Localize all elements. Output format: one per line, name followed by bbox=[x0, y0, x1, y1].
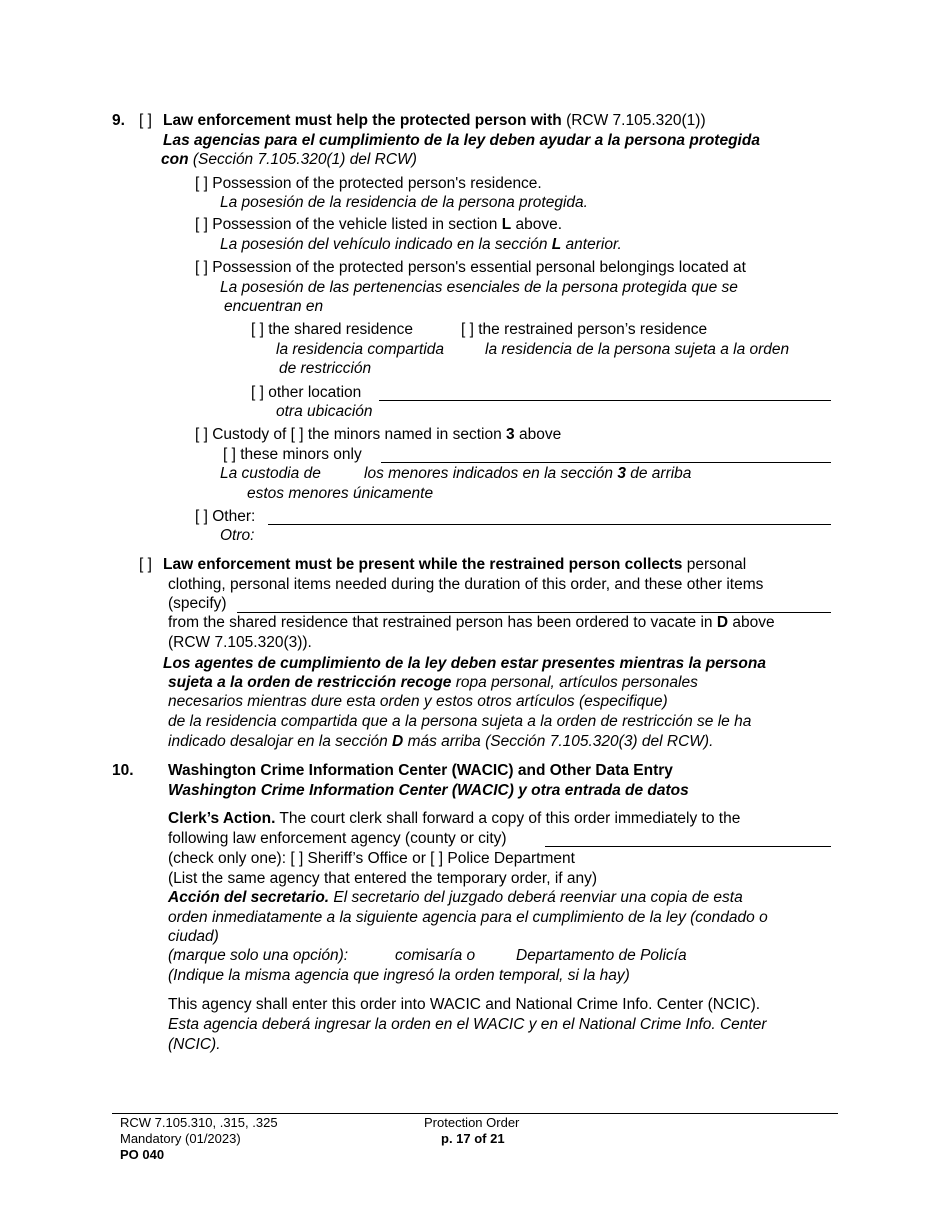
option-custody-minors-es: los menores indicados en la sección 3 de arriba bbox=[364, 465, 692, 482]
present-text-es: indicado desalojar en la sección D más arriba (Sección 7.105.320(3) del RCW). bbox=[168, 733, 714, 750]
check-one-es-label: (marque solo una opción): bbox=[168, 947, 349, 964]
option-other-location-es: otra ubicación bbox=[276, 403, 373, 420]
option-vehicle-es: La posesión del vehículo indicado en la sección L anterior. bbox=[220, 236, 622, 253]
present-heading-es: Los agentes de cumplimiento de la ley deben estar presentes mientras la persona bbox=[163, 655, 766, 672]
section-heading: Law enforcement must help the protected person with (RCW 7.105.320(1)) bbox=[163, 112, 706, 129]
option-other[interactable]: [ ] Other: bbox=[195, 508, 256, 525]
present-specify-label: (specify) bbox=[168, 595, 227, 612]
option-residence[interactable]: [ ] Possession of the protected person's residence. bbox=[195, 175, 542, 192]
present-heading: Law enforcement must be present while the restrained person collects personal bbox=[163, 556, 747, 573]
footer-title: Protection Order bbox=[424, 1115, 520, 1130]
check-one-options[interactable]: (check only one): [ ] Sheriff’s Office or [ ] Police Department bbox=[168, 850, 575, 867]
section-title-es: Washington Crime Information Center (WACIC) y otra entrada de datos bbox=[168, 782, 689, 799]
clerk-action-es-text: ciudad) bbox=[168, 928, 219, 945]
clerk-action: Clerk’s Action. The court clerk shall forward a copy of this order immediately to the bbox=[168, 810, 741, 827]
check-sheriff-es: comisaría o bbox=[395, 947, 476, 964]
checkbox[interactable]: [ ] bbox=[139, 556, 152, 573]
these-minors-blank[interactable] bbox=[381, 462, 831, 463]
agency-blank[interactable] bbox=[545, 846, 831, 847]
clerk-action-es: Acción del secretario. El secretario del juzgado deberá reenviar una copia de esta bbox=[168, 889, 743, 906]
option-custody-es: La custodia de bbox=[220, 465, 321, 482]
option-shared-residence[interactable]: [ ] the shared residence bbox=[251, 321, 413, 338]
enter-order-text: This agency shall enter this order into WACIC and National Crime Info. Center (NCIC). bbox=[168, 996, 761, 1013]
present-text-es: necesarios mientras dure esta orden y estos otros artículos (especifique) bbox=[168, 693, 668, 710]
option-vehicle[interactable]: [ ] Possession of the vehicle listed in section L above. bbox=[195, 216, 563, 233]
section-heading-es: Las agencias para el cumplimiento de la ley deben ayudar a la persona protegida bbox=[163, 132, 760, 149]
option-belongings[interactable]: [ ] Possession of the protected person's essential personal belongings located at bbox=[195, 259, 746, 276]
clerk-action-text: (List the same agency that entered the temporary order, if any) bbox=[168, 870, 598, 887]
option-shared-residence-es-cont: de restricción bbox=[279, 360, 372, 377]
clerk-action-es-text: orden inmediatamente a la siguiente agencia para el cumplimiento de la ley (condado o bbox=[168, 909, 768, 926]
other-blank[interactable] bbox=[268, 524, 831, 525]
footer-form-number: PO 040 bbox=[120, 1147, 165, 1162]
option-other-location[interactable]: [ ] other location bbox=[251, 384, 362, 401]
option-restrained-residence[interactable]: [ ] the restrained person’s residence bbox=[461, 321, 708, 338]
clerk-action-text: following law enforcement agency (county or city) bbox=[168, 830, 507, 847]
clerk-action-es-text: (Indique la misma agencia que ingresó la orden temporal, si la hay) bbox=[168, 967, 630, 984]
present-text: (RCW 7.105.320(3)). bbox=[168, 634, 312, 651]
footer-page-number: p. 17 of 21 bbox=[441, 1131, 505, 1146]
option-custody[interactable]: [ ] Custody of [ ] the minors named in section 3 above bbox=[195, 426, 562, 443]
option-belongings-es-cont: encuentran en bbox=[224, 298, 324, 315]
section-number: 10. bbox=[112, 762, 134, 779]
enter-order-text-es: (NCIC). bbox=[168, 1036, 221, 1053]
other-location-blank[interactable] bbox=[379, 400, 831, 401]
footer-rcw: RCW 7.105.310, .315, .325 bbox=[120, 1115, 278, 1130]
present-text: from the shared residence that restrained person has been ordered to vacate in D above bbox=[168, 614, 775, 631]
option-belongings-es: La posesión de las pertenencias esenciales de la persona protegida que se bbox=[220, 279, 738, 296]
option-these-minors[interactable]: [ ] these minors only bbox=[223, 446, 362, 463]
check-police-es: Departamento de Policía bbox=[516, 947, 687, 964]
option-shared-residence-es: la residencia compartida bbox=[276, 341, 445, 358]
section-heading-es-cont: con (Sección 7.105.320(1) del RCW) bbox=[161, 151, 417, 168]
option-restrained-residence-es: la residencia de la persona sujeta a la orden bbox=[485, 341, 790, 358]
footer-mandatory: Mandatory (01/2023) bbox=[120, 1131, 241, 1146]
present-text-es: de la residencia compartida que a la persona sujeta a la orden de restricción se le ha bbox=[168, 713, 752, 730]
option-other-es: Otro: bbox=[220, 527, 255, 544]
section-title: Washington Crime Information Center (WACIC) and Other Data Entry bbox=[168, 762, 673, 779]
footer-divider bbox=[112, 1113, 838, 1114]
option-residence-es: La posesión de la residencia de la persona protegida. bbox=[220, 194, 588, 211]
present-text: clothing, personal items needed during the duration of this order, and these other items bbox=[168, 576, 764, 593]
section-number: 9. bbox=[112, 112, 125, 129]
enter-order-text-es: Esta agencia deberá ingresar la orden en el WACIC y en el National Crime Info. Center bbox=[168, 1016, 767, 1033]
option-these-minors-es: estos menores únicamente bbox=[247, 485, 434, 502]
present-text-es: sujeta a la orden de restricción recoge ropa personal, artículos personales bbox=[168, 674, 698, 691]
checkbox[interactable]: [ ] bbox=[139, 112, 152, 129]
